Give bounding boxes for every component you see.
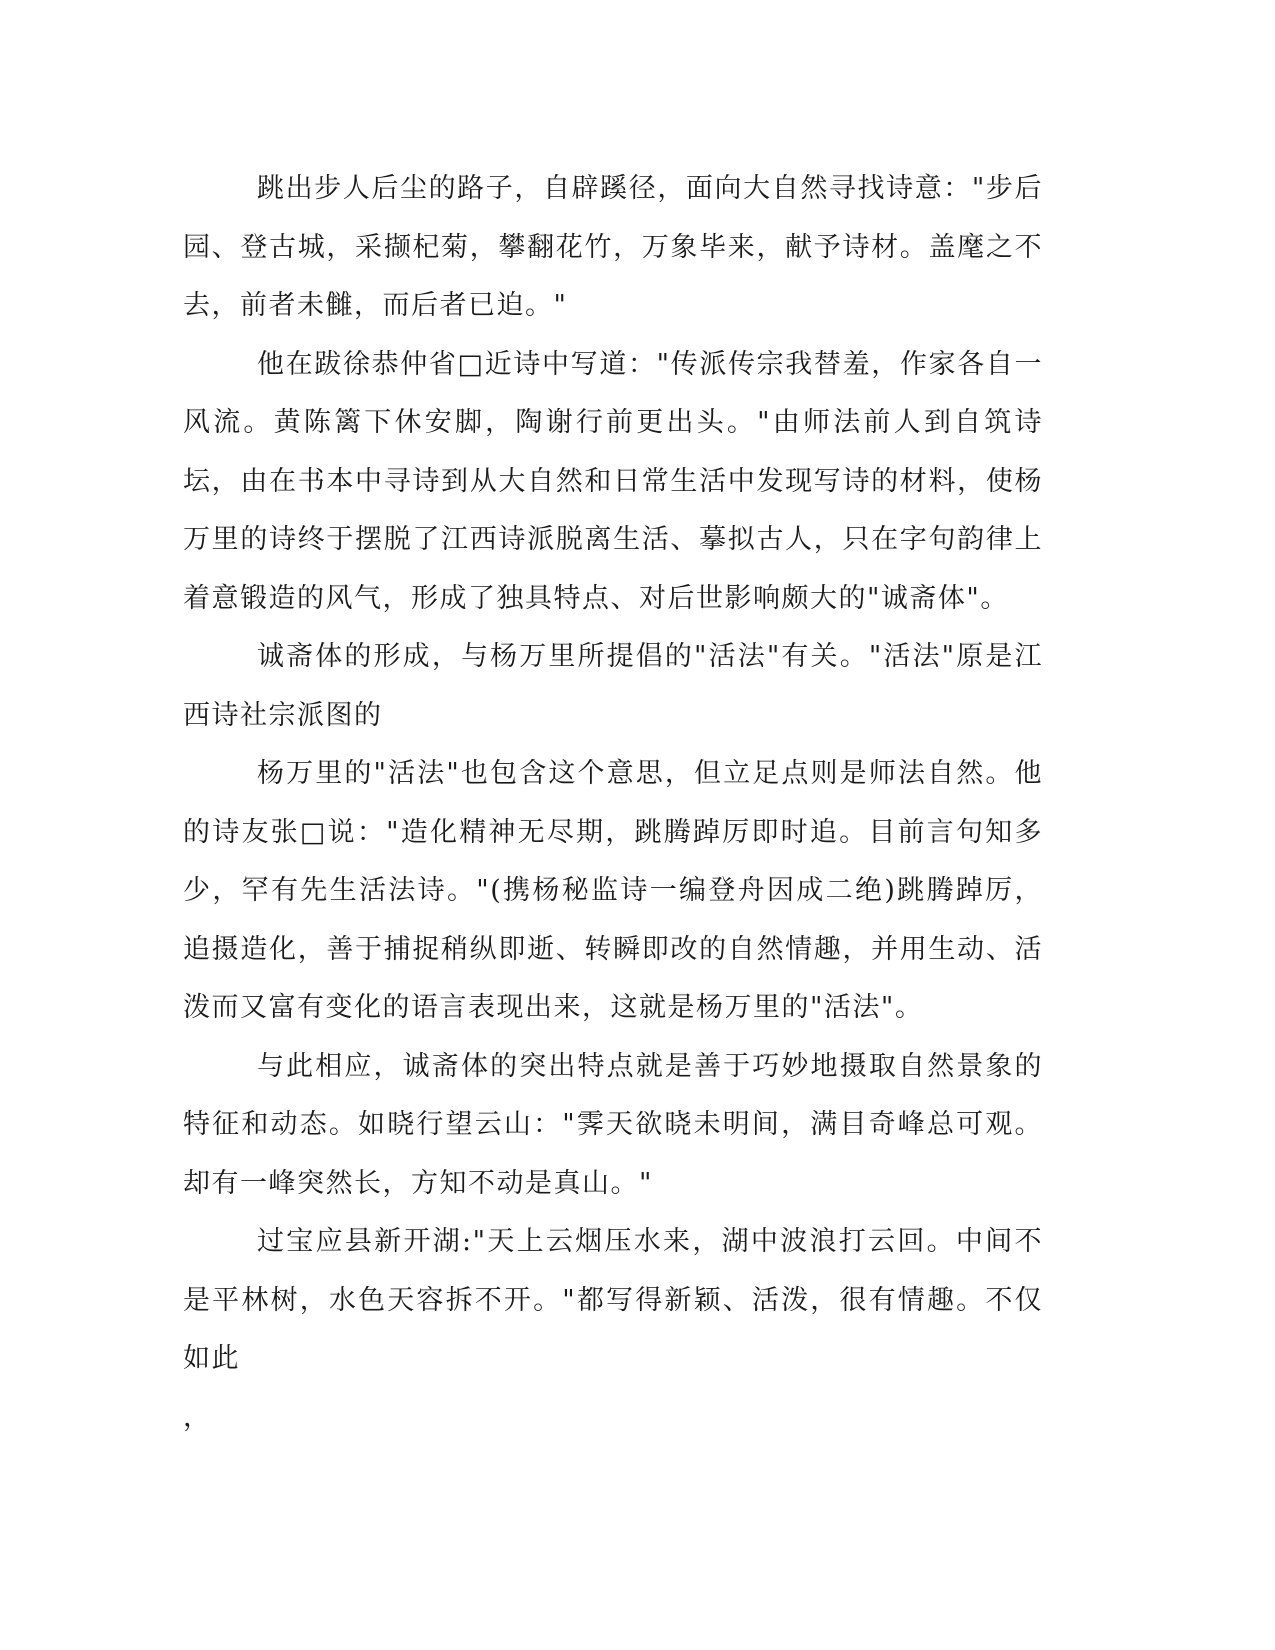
paragraph-2: 他在跋徐恭仲省□近诗中写道："传派传宗我替羞，作家各自一风流。黄陈篱下休安脚，陶谢行前更出头。"由师法前人到自筑诗坛，由在书本中寻诗到从大自然和日常生活中发现写诗的材料，使杨万里的诗终于摆脱了江西诗派脱离生活、摹拟古人，只在字句韵律上着意锻造的风气，形成了独具特点、对后世影响颇大的"诚斋体"。 [183,348,1043,614]
paragraph-1: 跳出步人后尘的路子，自辟蹊径，面向大自然寻找诗意："步后园、登古城，采撷杞菊，攀翻花竹，万象毕来，献予诗材。盖麾之不去，前者未雠，而后者已迫。" [183,173,1043,321]
paragraph-3: 诚斋体的形成，与杨万里所提倡的"活法"有关。"活法"原是江西诗社宗派图的 [183,641,1043,731]
document-body [183,160,1043,1447]
paragraph-trailing-comma: ， [183,1401,212,1433]
paragraph-5: 与此相应，诚斋体的突出特点就是善于巧妙地摄取自然景象的特征和动态。如晓行望云山："霁天欲晓未明间，满目奇峰总可观。却有一峰突然长，方知不动是真山。" [183,1050,1043,1199]
paragraph-6: 过宝应县新开湖:"天上云烟压水来，湖中波浪打云回。中间不是平林树，水色天容拆不开。"都写得新颖、活泼，很有情趣。不仅如此 [183,1226,1043,1374]
paragraph-4: 杨万里的"活法"也包含这个意思，但立足点则是师法自然。他的诗友张□说："造化精神无尽期，跳腾踔厉即时追。目前言句知多少，罕有先生活法诗。"(携杨秘监诗一编登舟因成二绝)跳腾踔厉，追摄造化，善于捕捉稍纵即逝、转瞬即改的自然情趣，并用生动、活泼而又富有变化的语言表现出来，这就是杨万里的"活法"。 [183,758,1043,1023]
